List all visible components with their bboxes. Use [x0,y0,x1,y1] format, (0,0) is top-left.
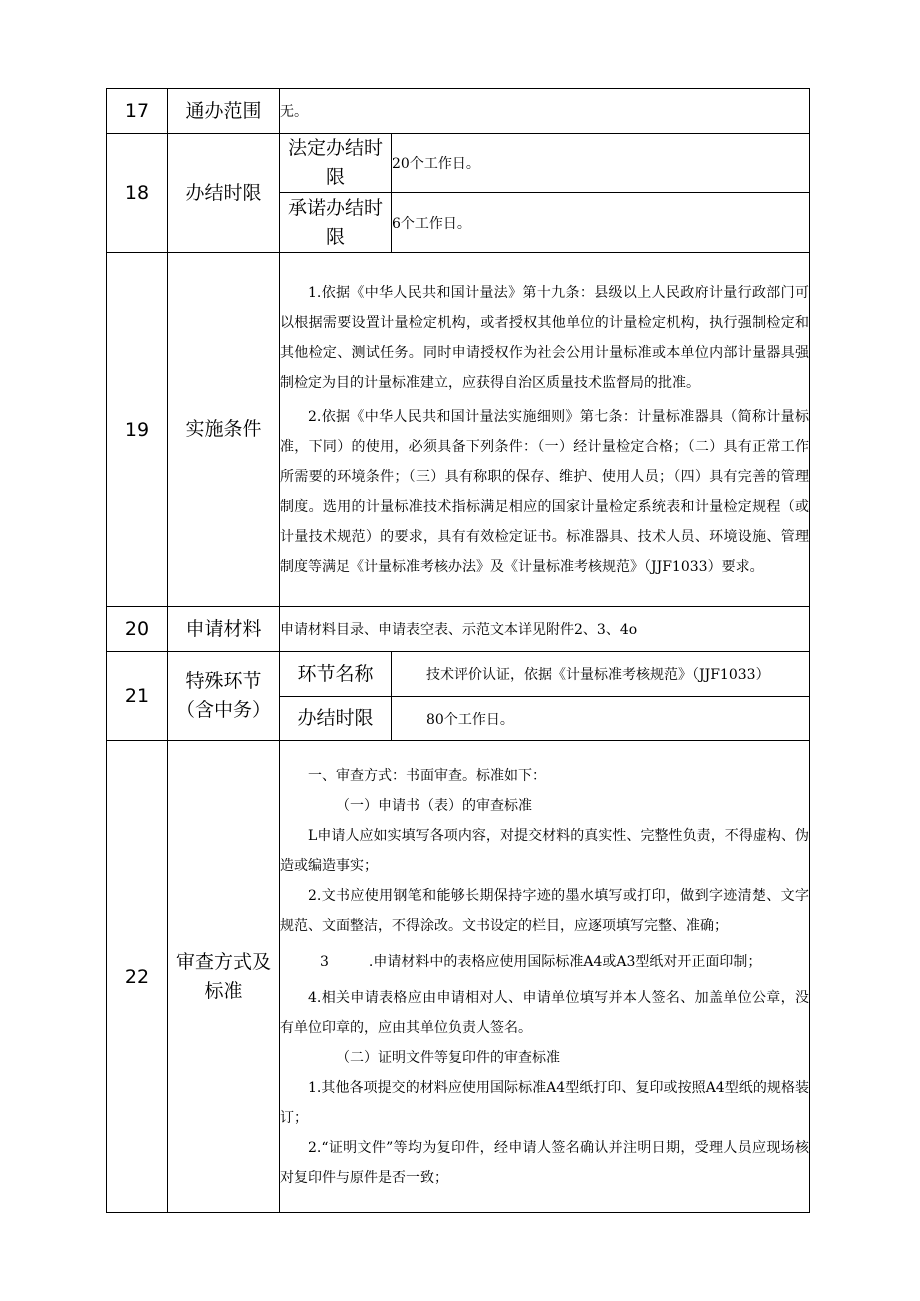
row-value: 无。 [280,89,810,134]
promised-deadline-label: 承诺办结时限 [280,193,392,253]
stage-name-label: 环节名称 [280,652,392,697]
row-17 [107,89,810,134]
stage-name-value: 技术评价认证，依据《计量标准考核规范》（JJF1033） [392,652,810,697]
row-number: 21 [107,652,168,741]
review-line-6: 4.相关申请表格应由申请相对人、申请单位填写并本人签名、加盖单位公章，没有单位印章的，应由其单位负责人签名。 [280,989,809,1036]
stage-time-label: 办结时限 [280,697,392,741]
stage-time-value: 80个工作日。 [392,697,810,741]
row-19 [107,253,810,607]
review-line-1: 一、审查方式：书面审查。标准如下： [308,767,546,784]
review-line-9: 2.“证明文件”等均为复印件，经申请人签名确认并注明日期，受理人员应现场核对复印件与原件是否一致； [280,1139,809,1186]
row-18-legal [107,134,810,193]
review-line-5 [280,947,809,977]
review-line-5-number: 3 [320,953,329,970]
row-21-name [107,652,810,697]
review-line-3: L申请人应如实填写各项内容，对提交材料的真实性、完整性负责，不得虚构、伪造或编造事实； [280,827,809,874]
service-guide-table [106,88,810,1213]
row-value: 申请材料目录、申请表空表、示范文本详见附件2、3、4o [280,607,810,652]
row-number: 20 [107,607,168,652]
row-number: 18 [107,134,168,253]
review-line-5-text: .申请材料中的表格应使用国际标准A4或A3型纸对开正面印制； [368,953,762,970]
row-number: 22 [107,741,168,1213]
conditions-content [280,253,810,607]
row-title: 特殊环节（含中务） [168,652,280,741]
review-content [280,741,810,1213]
condition-paragraph-1: 1.依据《中华人民共和国计量法》第十九条：县级以上人民政府计量行政部门可以根据需要设置计量检定机构，或者授权其他单位的计量检定机构，执行强制检定和其他检定、测试任务。同时申请授权作为社会公用计量标准或本单位内部计量器具强制检定为目的计量标准建立，应获得自治区质量技术监督局的批准。 [280,284,809,391]
row-title: 通办范围 [168,89,280,134]
row-title: 实施条件 [168,253,280,607]
condition-paragraph-2: 2.依据《中华人民共和国计量法实施细则》第七条：计量标准器具（简称计量标准，下同）的使用，必须具备下列条件：（一）经计量检定合格；（二）具有正常工作所需要的环境条件；（三）具有称职的保存、维护、使用人员；（四）具有完善的管理制度。选用的计量标准技术指标满足相应的国家计量检定系统表和计量检定规程（或计量技术规范）的要求，具有有效检定证书。标准器具、技术人员、环境设施、管理制度等满足《计量标准考核办法》及《计量标准考核规范》（JJF1033）要求。 [280,408,809,575]
legal-deadline-value: 20个工作日。 [392,134,810,193]
row-title: 办结时限 [168,134,280,253]
review-line-7: （二）证明文件等复印件的审查标准 [336,1049,560,1066]
review-line-2: （一）申请书（表）的审查标准 [336,797,532,814]
row-22 [107,741,810,1213]
row-number: 19 [107,253,168,607]
row-20 [107,607,810,652]
review-line-8: 1.其他各项提交的材料应使用国际标准A4型纸打印、复印或按照A4型纸的规格装订； [280,1079,809,1126]
row-number: 17 [107,89,168,134]
row-title: 申请材料 [168,607,280,652]
legal-deadline-label: 法定办结时限 [280,134,392,193]
row-title: 审查方式及标准 [168,741,280,1213]
promised-deadline-value: 6个工作日。 [392,193,810,253]
review-line-4: 2.文书应使用钢笔和能够长期保持字迹的墨水填写或打印，做到字迹清楚、文字规范、文面整洁，不得涂改。文书设定的栏目，应逐项填写完整、准确； [280,887,809,934]
